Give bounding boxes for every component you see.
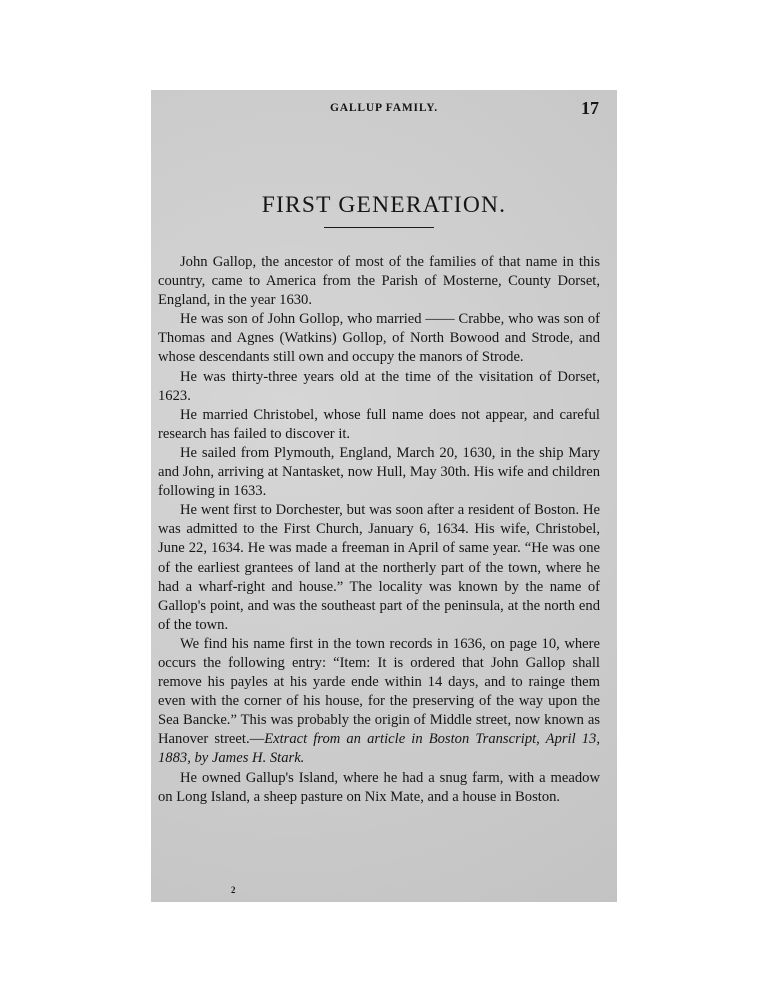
paragraph: He married Christobel, whose full name does not appear, and careful research has failed to discover it. (158, 406, 600, 442)
signature-mark: 2 (231, 885, 236, 895)
scanned-page (151, 90, 617, 902)
title-rule (324, 227, 434, 228)
chapter-title: FIRST GENERATION. (261, 191, 507, 218)
citation: Extract from an article in Boston Transcript, April 13, 1883, by James H. Stark. (158, 731, 601, 767)
paragraph: He was thirty-three years old at the time of the visitation of Dorset, 1623. (158, 368, 600, 404)
body-text (158, 253, 600, 807)
paragraph: He owned Gallup's Island, where he had a snug farm, with a meadow on Long Island, a sheep pasture on Nix Mate, and a house in Boston. (158, 769, 600, 805)
paragraph: He went first to Dorchester, but was soon after a resident of Boston. He was admitted to the First Church, January 6, 1634. His wife, Christobel, June 22, 1634. He was made a freeman in April of same year. “He was one of the earliest grantees of land at the northerly part of the town, where he had a wharf-right and house.” The locality was known by the name of Gallop's point, and was the southeast part of the peninsula, at the north end of the town. (158, 502, 600, 633)
page-number: 17 (581, 98, 599, 118)
paragraph: He sailed from Plymouth, England, March 20, 1630, in the ship Mary and John, arriving at Nantasket, now Hull, May 30th. His wife and children following in 1633. (158, 444, 600, 500)
paragraph-text: We find his name first in the town records in 1636, on page 10, where occurs the following entry: “Item: It is ordered that John Gallop shall remove his payles at his yarde ende within 14 days, and to rainge them even with the corner of his house, for the preserving of the way upon the Sea Bancke.” This was probably the origin of Middle street, now known as Hanover street.— (158, 635, 600, 748)
paragraph: He was son of John Gollop, who married —— Crabbe, who was son of Thomas and Agnes (Watkins) Gollop, of North Bowood and Strode, and whose descendants still own and occupy the manors of Strode. (158, 311, 600, 366)
paragraph (158, 635, 600, 769)
paragraph: John Gallop, the ancestor of most of the families of that name in this country, came to America from the Parish of Mosterne, County Dorset, England, in the year 1630. (158, 254, 600, 309)
running-title: GALLUP FAMILY. (330, 102, 438, 114)
running-head (151, 98, 617, 118)
